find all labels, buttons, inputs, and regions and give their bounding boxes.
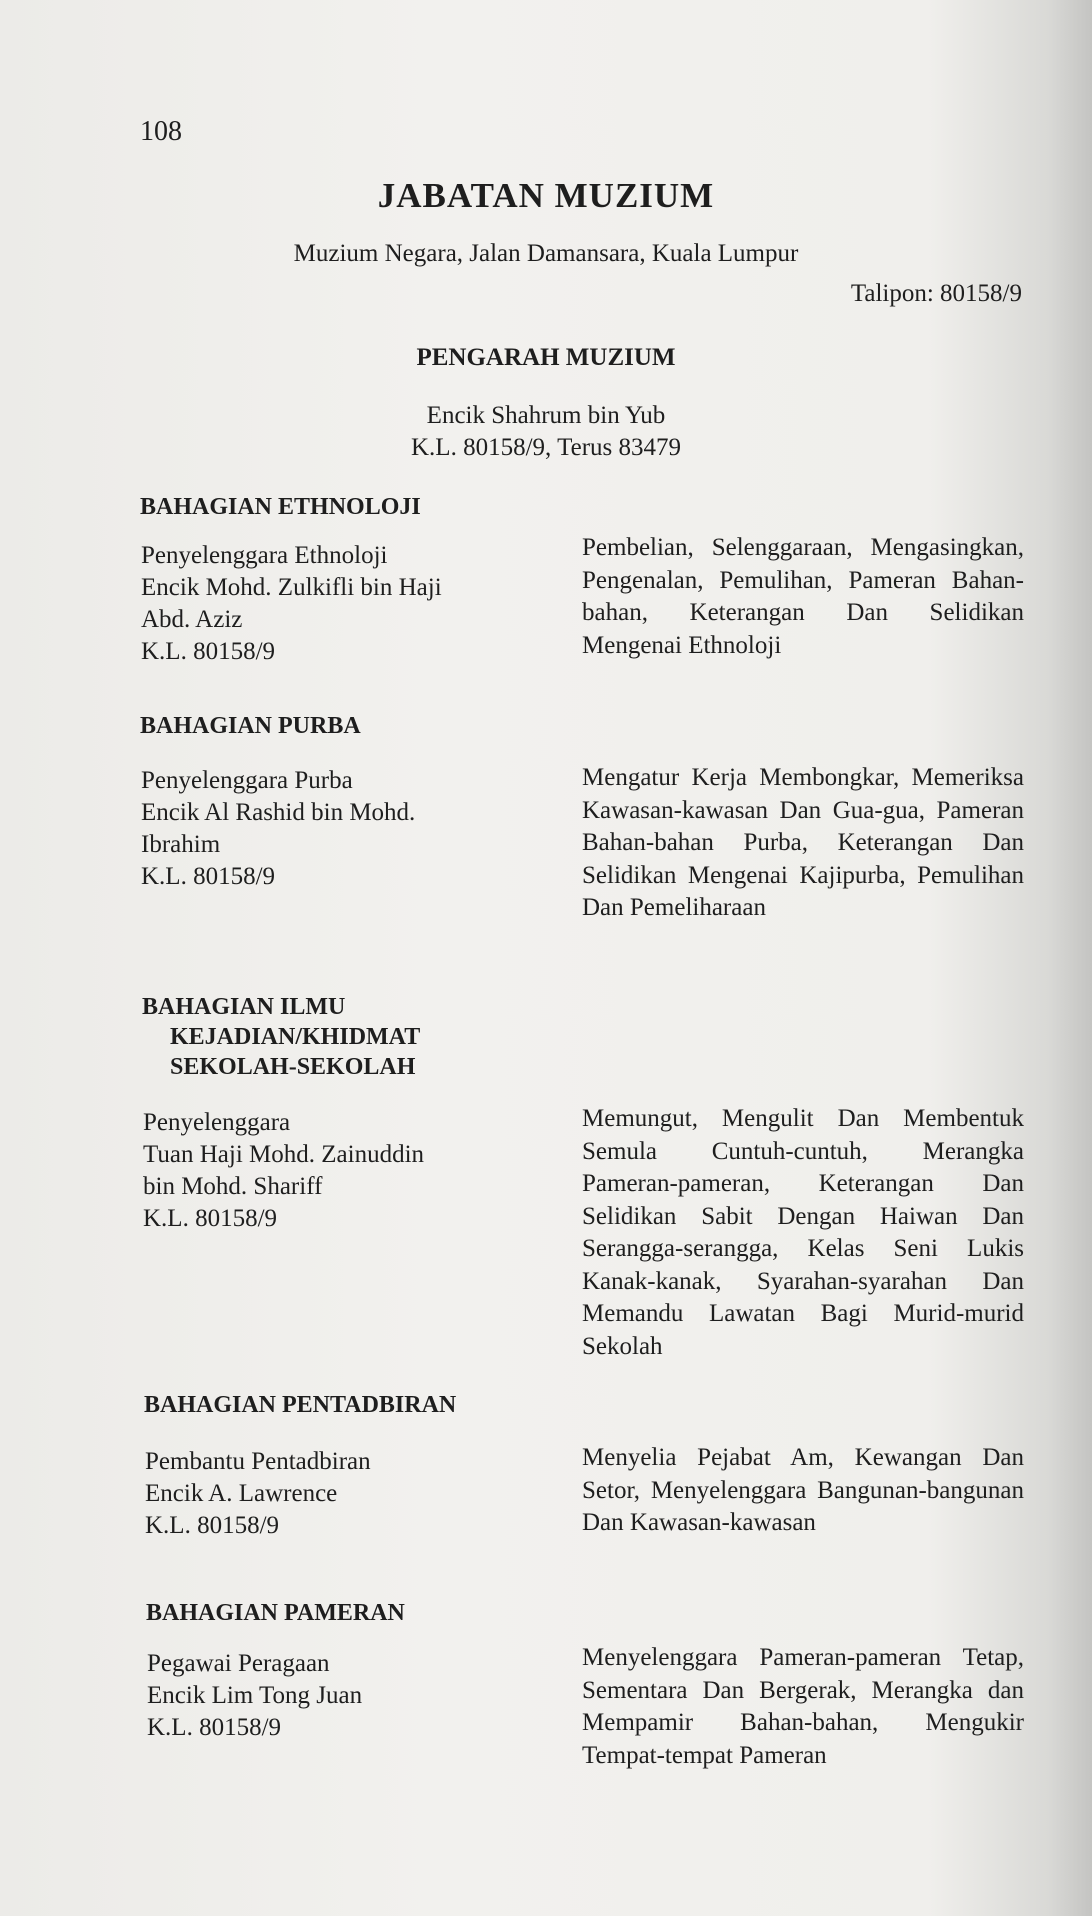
section-heading-ethnoloji: BAHAGIAN ETHNOLOJI: [140, 494, 421, 520]
staff-position: Penyelenggara Purba: [141, 767, 353, 794]
director-contact: K.L. 80158/9, Terus 83479: [411, 434, 681, 461]
staff-name-cont: bin Mohd. Shariff: [143, 1173, 323, 1200]
section-staff-ilmu-kejadian: [143, 1107, 424, 1235]
section-staff-pentadbiran: [145, 1446, 371, 1542]
staff-name: Encik A. Lawrence: [145, 1480, 338, 1507]
section-description-pameran: Menyelenggara Pameran-pameran Tetap, Sementara Dan Bergerak, Merangka dan Mempamir Bahan-bahan, Mengukir Tempat-tempat Pameran: [582, 1644, 1024, 1769]
department-title: JABATAN MUZIUM: [377, 176, 715, 215]
section-staff-pameran: [147, 1648, 362, 1744]
staff-phone: K.L. 80158/9: [147, 1714, 282, 1741]
director-title: PENGARAH MUZIUM: [416, 344, 676, 371]
department-telephone: Talipon: 80158/9: [850, 280, 1022, 307]
staff-phone: K.L. 80158/9: [141, 638, 276, 665]
staff-phone: K.L. 80158/9: [141, 863, 276, 890]
section-description-ethnoloji: Pembelian, Selenggaraan, Mengasingkan, Pengenalan, Pemulihan, Pameran Bahan-bahan, Keterangan Dan Selidikan Mengenai Ethnoloji: [582, 534, 1024, 659]
page-number: 108: [140, 116, 182, 147]
department-address: Muzium Negara, Jalan Damansara, Kuala Lumpur: [293, 240, 799, 267]
section-description-pentadbiran: Menyelia Pejabat Am, Kewangan Dan Setor, Menyelenggara Bangunan-bangunan Dan Kawasan-kawasan: [582, 1444, 1024, 1536]
section-staff-ethnoloji: [141, 540, 442, 668]
staff-phone: K.L. 80158/9: [145, 1512, 280, 1539]
staff-position: Pembantu Pentadbiran: [145, 1448, 371, 1475]
staff-position: Penyelenggara Ethnoloji: [141, 542, 388, 569]
staff-name: Encik Al Rashid bin Mohd.: [141, 799, 416, 826]
section-heading-pentadbiran: BAHAGIAN PENTADBIRAN: [144, 1392, 457, 1418]
staff-position: Penyelenggara: [143, 1109, 291, 1136]
section-staff-purba: [141, 765, 415, 893]
staff-name: Tuan Haji Mohd. Zainuddin: [143, 1141, 425, 1168]
section-description-ilmu-kejadian: Memungut, Mengulit Dan Membentuk Semula Cuntuh-cuntuh, Merangka Pameran-pameran, Keterangan Dan Selidikan Sabit Dengan Haiwan Dan Serangga-serangga, Kelas Seni Lukis Kanak-kanak, Syarahan-syarahan Dan Memandu Lawatan Bagi Murid-murid Sekolah: [582, 1105, 1024, 1360]
director-name: Encik Shahrum bin Yub: [426, 402, 666, 429]
staff-name-cont: Ibrahim: [141, 831, 221, 858]
section-heading-pameran: BAHAGIAN PAMERAN: [146, 1600, 405, 1626]
staff-phone: K.L. 80158/9: [143, 1205, 278, 1232]
section-heading-ilmu-kejadian: BAHAGIAN ILMU KEJADIAN/KHIDMAT SEKOLAH-SEKOLAH: [142, 994, 421, 1080]
staff-name: Encik Mohd. Zulkifli bin Haji: [141, 574, 442, 601]
section-description-purba: Mengatur Kerja Membongkar, Memeriksa Kawasan-kawasan Dan Gua-gua, Pameran Bahan-bahan Purba, Keterangan Dan Selidikan Mengenai Kajipurba, Pemulihan Dan Pemeliharaan: [582, 764, 1024, 921]
staff-position: Pegawai Peragaan: [147, 1650, 330, 1677]
staff-name: Encik Lim Tong Juan: [147, 1682, 363, 1709]
staff-name-cont: Abd. Aziz: [141, 606, 243, 633]
section-heading-purba: BAHAGIAN PURBA: [140, 713, 361, 739]
